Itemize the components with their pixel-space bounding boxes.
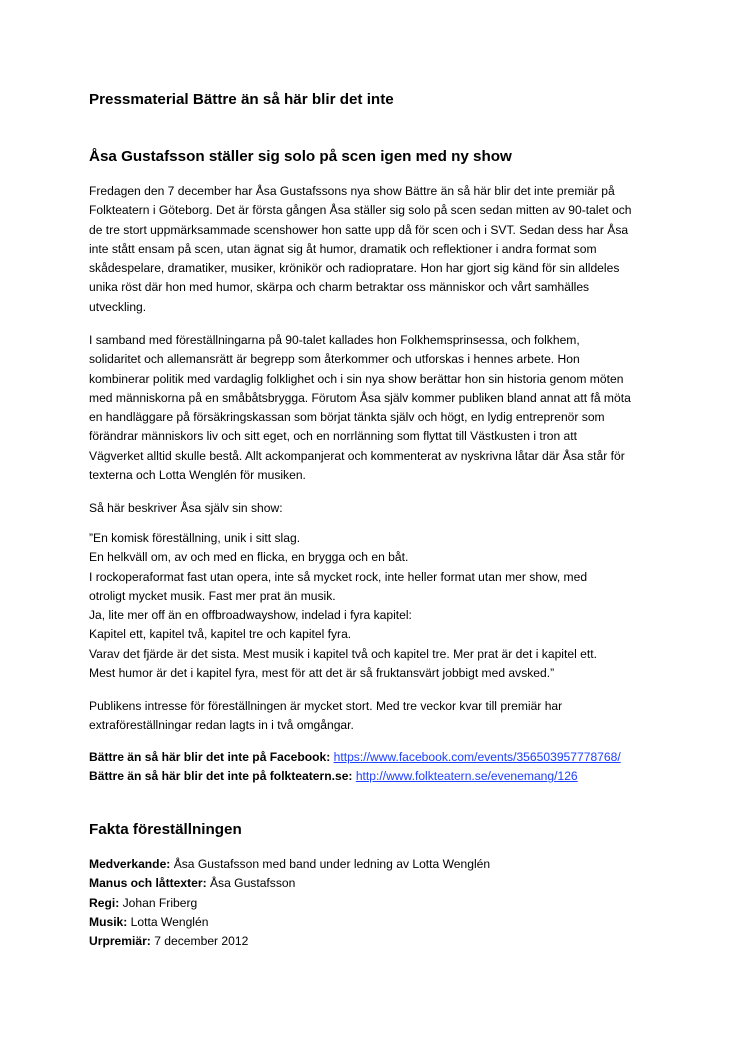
text-line: en handläggare på försäkringskassan som börjat tänkta själv och högt, en lydig entreprenör som — [89, 410, 605, 425]
fact-item — [89, 855, 669, 874]
document-title: Pressmaterial Bättre än så här blir det inte — [89, 91, 394, 108]
facebook-link[interactable]: https://www.facebook.com/events/356503957778768/ — [333, 750, 621, 764]
text-line: kombinerar politik med vardaglig folklighet och i sin nya show berättar hon sin historia genom möten — [89, 371, 624, 386]
fact-label: Urpremiär: — [89, 934, 155, 949]
paragraph-background — [89, 331, 669, 485]
text-line: Folkteatern i Göteborg. Det är första gången Åsa ställer sig solo på scen sedan mitten av 90-talet och — [89, 203, 632, 218]
folkteatern-link-label: Bättre än så här blir det inte på folkteatern.se: — [89, 769, 356, 784]
fact-label: Manus och låttexter: — [89, 876, 210, 891]
folkteatern-link[interactable]: http://www.folkteatern.se/evenemang/126 — [355, 769, 578, 784]
paragraph-intro-quote — [89, 499, 669, 518]
text-line: Publikens intresse för föreställningen är mycket stort. Med tre veckor kvar till premiär har — [89, 699, 563, 713]
paragraph-intro — [89, 182, 669, 317]
fact-item — [89, 874, 669, 893]
fact-item — [89, 932, 669, 951]
text-line: med människorna på en småbåtsbrygga. Förutom Åsa själv kommer publiken bland annat att få möta — [89, 390, 631, 405]
quote-line: Kapitel ett, kapitel två, kapitel tre och kapitel fyra. — [89, 627, 352, 642]
quote-block — [89, 529, 669, 683]
fact-item — [89, 894, 669, 913]
facts-list — [89, 855, 669, 951]
folkteatern-link-line — [89, 767, 669, 786]
fact-label: Regi: — [89, 895, 123, 910]
fact-value: 7 december 2012 — [154, 934, 249, 949]
text-line: de tre stort uppmärksammade scenshower hon satte upp då för scen och i SVT. Sedan dess har Åsa — [89, 222, 629, 237]
text-line: I samband med föreställningarna på 90-talet kallades hon Folkhemsprinsessa, och folkhem, — [89, 333, 580, 347]
fact-value: Åsa Gustafsson med band under ledning av Lotta Wenglén — [173, 857, 491, 871]
facts-heading: Fakta föreställningen — [89, 821, 242, 838]
fact-label: Musik: — [89, 914, 131, 929]
text-line: utveckling. — [89, 299, 147, 314]
quote-line: otroligt mycket musik. Fast mer prat än musik. — [89, 588, 336, 603]
text-line: skådespelare, dramatiker, musiker, krönikör och radiopratare. Hon har gjort sig känd för sin alldeles — [89, 261, 620, 276]
text-line: Fredagen den 7 december har Åsa Gustafssons nya show Bättre än så här blir det inte premiär på — [89, 184, 615, 198]
quote-line: Varav det fjärde är det sista. Mest musik i kapitel två och kapitel tre. Mer prat är det i kapitel ett. — [89, 646, 597, 661]
quote-line: Ja, lite mer off än en offbroadwayshow, indelad i fyra kapitel: — [89, 608, 412, 623]
paragraph-interest — [89, 697, 669, 736]
facebook-link-label: Bättre än så här blir det inte på Facebook: — [89, 750, 334, 764]
fact-item — [89, 913, 669, 932]
text-line: unika röst där hon med humor, skärpa och charm betraktar oss människor och vårt samhälles — [89, 280, 590, 295]
text-line: Så här beskriver Åsa själv sin show: — [89, 501, 283, 515]
links-block — [89, 748, 669, 787]
text-line: Vägverket alltid skulle bestå. Allt ackompanjerat och kommenterat av nyskrivna låtar där Åsa står för — [89, 448, 625, 463]
fact-value: Johan Friberg — [122, 895, 198, 910]
text-line: inte stått ensam på scen, utan ägnat sig åt humor, dramatik och reflektioner i andra format som — [89, 241, 597, 256]
quote-line: Mest humor är det i kapitel fyra, mest för att det är så fruktansvärt jobbigt med avsked.” — [89, 666, 555, 681]
quote-line: En helkväll om, av och med en flicka, en brygga och en båt. — [89, 550, 409, 565]
text-line: extraföreställningar redan lagts in i två omgångar. — [89, 718, 354, 733]
fact-value: Åsa Gustafsson — [209, 876, 296, 891]
text-line: solidaritet och allemansrätt är begrepp som återkommer och utforskas i hennes arbete. Hon — [89, 352, 580, 367]
text-line: förändrar människors liv och sitt eget, och en norrlänning som flyttat till Västkusten i tron att — [89, 429, 578, 444]
text-line: texterna och Lotta Wenglén för musiken. — [89, 468, 306, 483]
fact-value: Lotta Wenglén — [130, 914, 209, 929]
article-headline: Åsa Gustafsson ställer sig solo på scen igen med ny show — [89, 148, 512, 165]
quote-line: ”En komisk föreställning, unik i sitt slag. — [89, 531, 301, 545]
quote-line: I rockoperaformat fast utan opera, inte så mycket rock, inte heller format utan mer show, med — [89, 569, 588, 584]
fact-label: Medverkande: — [89, 857, 174, 871]
facebook-link-line — [89, 748, 669, 767]
